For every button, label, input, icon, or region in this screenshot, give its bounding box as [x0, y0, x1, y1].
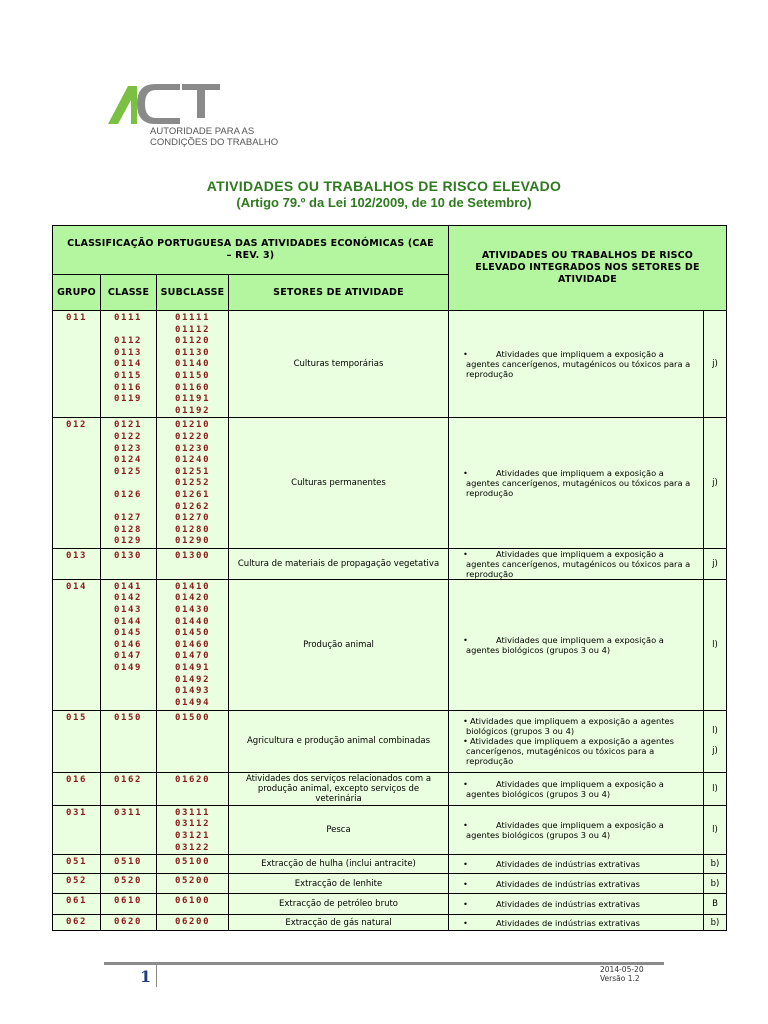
cell-grupo	[53, 548, 101, 579]
classe-code: 0115	[114, 370, 143, 381]
cell-setor: Extracção de lenhite	[229, 874, 449, 894]
table-row	[53, 874, 727, 894]
cell-letter	[704, 548, 727, 579]
risk-item	[463, 634, 699, 655]
risk-text: Atividades de indústrias extrativas	[496, 878, 640, 889]
subclasse-code: 01262	[175, 501, 211, 512]
cell-subclasse	[157, 894, 229, 915]
cell-letter	[704, 874, 727, 894]
subclasse-code: 01261	[175, 489, 211, 500]
risk-text: Atividades que impliquem a exposição a agentes biológicos (grupos 3 ou 4)	[466, 634, 664, 655]
risk-letter: l)	[712, 726, 718, 737]
cell-grupo	[53, 805, 101, 854]
classe-code: 0113	[114, 347, 143, 358]
cell-risk	[449, 894, 704, 915]
bullet-icon: •	[463, 917, 468, 928]
document-title	[0, 178, 768, 210]
table-row	[53, 855, 727, 874]
cell-letter	[704, 710, 727, 772]
risk-text: Atividades que impliquem a exposição a agentes cancerígenos, mutagénicos ou tóxicos para a reprodução	[466, 736, 674, 767]
page-number-divider	[156, 965, 157, 987]
grupo-code: 013	[66, 550, 88, 561]
subclasse-code: 01140	[175, 359, 211, 370]
cell-subclasse	[157, 311, 229, 418]
cell-risk	[449, 915, 704, 931]
bullet-icon: •	[463, 859, 468, 870]
risk-item	[463, 736, 699, 767]
risk-text: Atividades que impliquem a exposição a agentes biológicos (grupos 3 ou 4)	[466, 716, 674, 737]
classe-code: 0111	[114, 313, 143, 323]
risk-item	[463, 859, 699, 870]
cell-classe	[101, 710, 157, 772]
footer-date: 2014-05-20	[600, 965, 644, 974]
subclasse-code: 01493	[175, 686, 211, 697]
cell-risk	[449, 710, 704, 772]
table-row	[53, 915, 727, 931]
subclasse-code: 01192	[175, 405, 211, 416]
risk-letter: j)	[712, 478, 718, 489]
grupo-code: 051	[66, 857, 88, 868]
risk-text: Atividades de indústrias extrativas	[496, 859, 640, 870]
logo-line1: AUTORIDADE PARA AS	[150, 126, 255, 137]
classe-code: 0129	[114, 536, 143, 547]
subclasse-code: 01191	[175, 394, 211, 405]
cell-subclasse	[157, 418, 229, 549]
classe-code: 0145	[114, 628, 143, 639]
bullet-icon: •	[463, 778, 468, 789]
col-subclasse: SUBCLASSE	[157, 275, 229, 311]
subclasse-code: 01460	[175, 639, 211, 650]
subclasse-code: 01220	[175, 431, 211, 442]
cell-subclasse	[157, 579, 229, 710]
footer-rule	[104, 962, 664, 965]
subclasse-code: 01290	[175, 536, 211, 547]
cell-letter	[704, 805, 727, 854]
logo-line2: CONDIÇÕES DO TRABALHO	[150, 137, 279, 148]
subclasse-code: 01280	[175, 524, 211, 535]
cell-letter	[704, 894, 727, 915]
classe-code: 0127	[114, 513, 143, 524]
cell-subclasse	[157, 855, 229, 874]
table-row	[53, 579, 727, 710]
classe-code: 0124	[114, 455, 143, 466]
subclasse-code: 01120	[175, 336, 211, 347]
classe-code: 0114	[114, 359, 143, 370]
cell-risk	[449, 579, 704, 710]
cell-classe	[101, 874, 157, 894]
risk-activities-table	[52, 225, 727, 931]
risk-item	[463, 778, 699, 799]
classe-code: 0123	[114, 443, 143, 454]
risk-letter: l)	[712, 639, 718, 650]
subclasse-code: 03111	[175, 807, 211, 818]
cell-risk	[449, 311, 704, 418]
cell-letter	[704, 311, 727, 418]
subclasse-code: 01251	[175, 466, 211, 477]
bullet-icon: •	[463, 736, 468, 747]
grupo-code: 062	[66, 917, 88, 928]
risk-letter: B	[712, 899, 718, 910]
subclasse-code: 01270	[175, 513, 211, 524]
risk-item	[463, 820, 699, 841]
bullet-icon: •	[463, 468, 468, 479]
cell-setor: Extracção de gás natural	[229, 915, 449, 931]
classe-code: 0147	[114, 651, 143, 662]
risk-letter: l)	[712, 783, 718, 794]
subclasse-code: 06200	[175, 917, 211, 928]
subclasse-code: 01150	[175, 370, 211, 381]
cell-letter	[704, 579, 727, 710]
cell-classe	[101, 418, 157, 549]
col-classe: CLASSE	[101, 275, 157, 311]
classe-code: 0146	[114, 639, 143, 650]
bullet-icon: •	[463, 716, 468, 727]
subclasse-code: 01111	[175, 313, 211, 323]
classe-code: 0141	[114, 581, 143, 592]
classe-code: 0119	[114, 394, 143, 405]
cell-classe	[101, 894, 157, 915]
cell-classe	[101, 855, 157, 874]
subclasse-code: 01240	[175, 455, 211, 466]
table-row	[53, 311, 727, 418]
table-row	[53, 710, 727, 772]
cell-setor: Culturas permanentes	[229, 418, 449, 549]
bullet-icon: •	[463, 899, 468, 910]
classe-code: 0162	[114, 774, 143, 785]
cell-grupo	[53, 579, 101, 710]
risk-text: Atividades que impliquem a exposição a agentes cancerígenos, mutagénicos ou tóxicos para a reprodução	[466, 548, 691, 579]
risk-text: Atividades que impliquem a exposição a agentes cancerígenos, mutagénicos ou tóxicos para a reprodução	[466, 468, 691, 499]
classe-code: 0520	[114, 876, 143, 887]
classe-code: 0510	[114, 857, 143, 868]
cell-grupo	[53, 710, 101, 772]
subclasse-code: 03121	[175, 831, 211, 842]
bullet-icon: •	[463, 349, 468, 360]
cell-classe	[101, 548, 157, 579]
cell-subclasse	[157, 548, 229, 579]
risk-item	[463, 548, 699, 579]
footer-meta	[600, 965, 644, 983]
subclasse-code: 01450	[175, 628, 211, 639]
subclasse-code: 01500	[175, 712, 211, 723]
risk-letter: l)	[712, 825, 718, 836]
grupo-code: 031	[66, 807, 88, 818]
cell-grupo	[53, 915, 101, 931]
cell-grupo	[53, 894, 101, 915]
risk-text: Atividades que impliquem a exposição a agentes biológicos (grupos 3 ou 4)	[466, 820, 664, 841]
classe-code: 0128	[114, 524, 143, 535]
grupo-code: 011	[66, 313, 88, 323]
cell-setor: Extracção de petróleo bruto	[229, 894, 449, 915]
subclasse-code: 03112	[175, 819, 211, 830]
risk-text: Atividades de indústrias extrativas	[496, 917, 640, 928]
classe-code: 0149	[114, 663, 143, 674]
cell-classe	[101, 805, 157, 854]
cell-setor: Extracção de hulha (inclui antracite)	[229, 855, 449, 874]
subclasse-code: 01130	[175, 347, 211, 358]
risk-letter: b)	[710, 917, 720, 928]
risk-item	[463, 917, 699, 928]
cell-setor: Pesca	[229, 805, 449, 854]
cell-risk	[449, 418, 704, 549]
classe-code: 0126	[114, 489, 143, 500]
table-body	[53, 311, 727, 931]
risk-letter: b)	[710, 859, 720, 870]
subclasse-code: 01300	[175, 550, 211, 561]
cell-grupo	[53, 772, 101, 805]
col-setores: SETORES DE ATIVIDADE	[229, 275, 449, 311]
table-row	[53, 894, 727, 915]
cell-subclasse	[157, 805, 229, 854]
classe-code: 0121	[114, 420, 143, 431]
cell-risk	[449, 805, 704, 854]
col-grupo: GRUPO	[53, 275, 101, 311]
subclasse-code: 01112	[175, 324, 211, 335]
cell-grupo	[53, 874, 101, 894]
subclasse-code: 05200	[175, 876, 211, 887]
page-number: 1	[140, 967, 152, 986]
table-row	[53, 805, 727, 854]
cell-letter	[704, 915, 727, 931]
risk-letter: b)	[710, 878, 720, 889]
risk-text: Atividades que impliquem a exposição a agentes cancerígenos, mutagénicos ou tóxicos para a reprodução	[466, 349, 691, 380]
subclasse-code: 01491	[175, 663, 211, 674]
cell-risk	[449, 874, 704, 894]
bullet-icon: •	[463, 878, 468, 889]
classe-code: 0125	[114, 466, 143, 477]
logo-subtitle	[150, 126, 278, 148]
risk-letter: j)	[712, 558, 718, 569]
classe-code: 0610	[114, 896, 143, 907]
subclasse-code: 03122	[175, 842, 211, 853]
classe-code: 0144	[114, 616, 143, 627]
classe-code: 0143	[114, 605, 143, 616]
subclasse-code: 01410	[175, 581, 211, 592]
subclasse-code: 01420	[175, 593, 211, 604]
risk-letter: j)	[712, 746, 718, 757]
cell-classe	[101, 579, 157, 710]
grupo-code: 016	[66, 774, 88, 785]
cell-setor: Cultura de materiais de propagação vegetativa	[229, 548, 449, 579]
table-row	[53, 772, 727, 805]
cell-letter	[704, 772, 727, 805]
grupo-code: 052	[66, 876, 88, 887]
header-cae: CLASSIFICAÇÃO PORTUGUESA DAS ATIVIDADES ECONÓMICAS (CAE – REV. 3)	[53, 226, 449, 275]
classe-code: 0142	[114, 593, 143, 604]
risk-item	[463, 468, 699, 499]
risk-item	[463, 349, 699, 380]
grupo-code: 061	[66, 896, 88, 907]
classe-code	[114, 502, 156, 514]
cell-risk	[449, 855, 704, 874]
cell-subclasse	[157, 710, 229, 772]
cell-letter	[704, 855, 727, 874]
risk-text: Atividades de indústrias extrativas	[496, 899, 640, 910]
cell-risk	[449, 772, 704, 805]
risk-text: Atividades que impliquem a exposição a agentes biológicos (grupos 3 ou 4)	[466, 778, 664, 799]
cell-risk	[449, 548, 704, 579]
cell-setor: Culturas temporárias	[229, 311, 449, 418]
classe-code	[114, 478, 156, 490]
subclasse-code: 01492	[175, 674, 211, 685]
risk-item	[463, 899, 699, 910]
subclasse-code: 01160	[175, 382, 211, 393]
classe-code: 0150	[114, 712, 143, 723]
cell-grupo	[53, 311, 101, 418]
classe-code: 0112	[114, 336, 143, 347]
cell-setor: Atividades dos serviços relacionados com a produção animal, excepto serviços de veterinária	[229, 772, 449, 805]
bullet-icon: •	[463, 548, 468, 559]
act-logo-mark	[108, 84, 220, 126]
classe-code: 0122	[114, 431, 143, 442]
subclasse-code: 01470	[175, 651, 211, 662]
classe-code	[114, 325, 156, 337]
table-row	[53, 418, 727, 549]
subclasse-code: 06100	[175, 896, 211, 907]
header-risk: ATIVIDADES OU TRABALHOS DE RISCO ELEVADO INTEGRADOS NOS SETORES DE ATIVIDADE	[449, 226, 727, 311]
subclasse-code: 01440	[175, 616, 211, 627]
bullet-icon: •	[463, 634, 468, 645]
cell-classe	[101, 772, 157, 805]
subclasse-code: 01494	[175, 697, 211, 708]
cell-grupo	[53, 855, 101, 874]
classe-code: 0620	[114, 917, 143, 928]
grupo-code: 014	[66, 581, 88, 592]
subclasse-code: 01252	[175, 478, 211, 489]
footer-version: Versão 1.2	[600, 974, 640, 983]
cell-grupo	[53, 418, 101, 549]
cell-letter	[704, 418, 727, 549]
title-line2: (Artigo 79.º da Lei 102/2009, de 10 de Setembro)	[236, 195, 532, 210]
classe-code: 0130	[114, 550, 143, 561]
risk-item	[463, 878, 699, 889]
classe-code: 0116	[114, 382, 143, 393]
risk-item	[463, 716, 699, 737]
subclasse-code: 01210	[175, 420, 211, 431]
classe-code: 0311	[114, 807, 143, 818]
subclasse-code: 01230	[175, 443, 211, 454]
grupo-code: 015	[66, 712, 88, 723]
grupo-code: 012	[66, 420, 88, 431]
cell-classe	[101, 311, 157, 418]
cell-setor: Produção animal	[229, 579, 449, 710]
table-row	[53, 548, 727, 579]
risk-letter: j)	[712, 359, 718, 370]
cell-classe	[101, 915, 157, 931]
subclasse-code: 01430	[175, 605, 211, 616]
cell-subclasse	[157, 772, 229, 805]
title-line1: ATIVIDADES OU TRABALHOS DE RISCO ELEVADO	[206, 178, 562, 194]
cell-setor: Agricultura e produção animal combinadas	[229, 710, 449, 772]
bullet-icon: •	[463, 820, 468, 831]
cell-subclasse	[157, 874, 229, 894]
cell-subclasse	[157, 915, 229, 931]
subclasse-code: 05100	[175, 857, 211, 868]
subclasse-code: 01620	[175, 774, 211, 785]
